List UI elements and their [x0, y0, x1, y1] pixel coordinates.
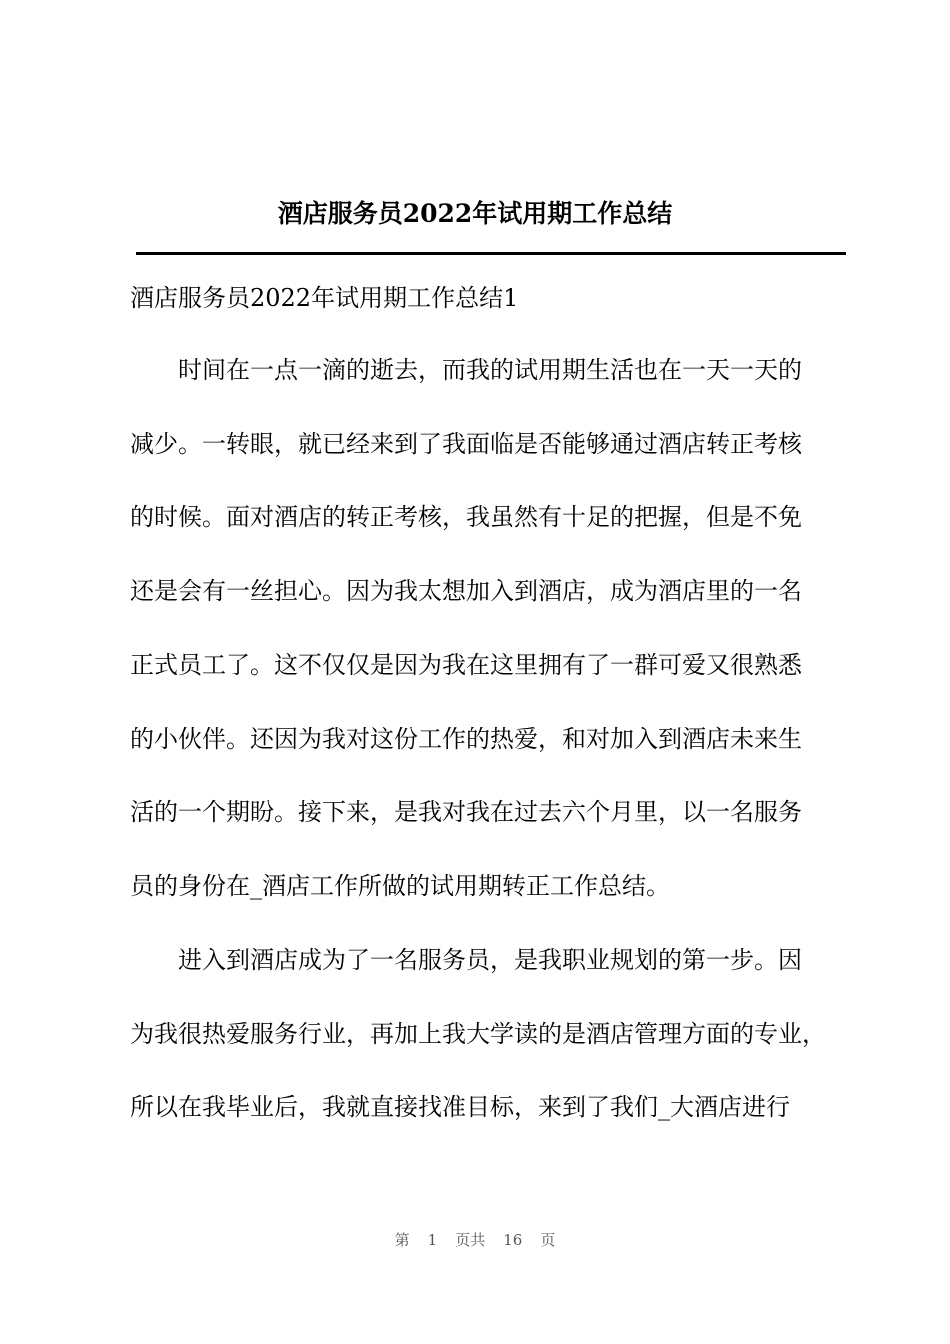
paragraph-1-line-2: 减少。一转眼，就已经来到了我面临是否能够通过酒店转正考核 — [130, 430, 802, 458]
paragraph-1-line-1: 时间在一点一滴的逝去，而我的试用期生活也在一天一天的 — [178, 356, 802, 384]
footer-middle: 页共 — [455, 1231, 486, 1249]
paragraph-1-line-7: 活的一个期盼。接下来，是我对我在过去六个月里，以一名服务 — [130, 798, 802, 826]
paragraph-1-line-4: 还是会有一丝担心。因为我太想加入到酒店，成为酒店里的一名 — [130, 577, 802, 605]
paragraph-2-line-3: 所以在我毕业后，我就直接找准目标，来到了我们_大酒店进行 — [130, 1093, 790, 1121]
footer-page-number: 1 — [427, 1231, 438, 1249]
footer-prefix: 第 — [394, 1231, 410, 1249]
section-heading: 酒店服务员2022年试用期工作总结1 — [130, 284, 519, 312]
paragraph-2-line-2: 为我很热爱服务行业，再加上我大学读的是酒店管理方面的专业， — [130, 1020, 826, 1048]
page-footer — [0, 1229, 950, 1250]
paragraph-1-line-3: 的时候。面对酒店的转正考核，我虽然有十足的把握，但是不免 — [130, 503, 802, 531]
document-title: 酒店服务员2022年试用期工作总结 — [277, 199, 673, 228]
title-underline — [136, 252, 846, 255]
footer-suffix: 页 — [540, 1231, 556, 1249]
paragraph-1-line-6: 的小伙伴。还因为我对这份工作的热爱，和对加入到酒店未来生 — [130, 725, 802, 753]
footer-total-pages: 16 — [503, 1231, 523, 1249]
paragraph-2-line-1: 进入到酒店成为了一名服务员，是我职业规划的第一步。因 — [178, 946, 802, 974]
paragraph-1-line-5: 正式员工了。这不仅仅是因为我在这里拥有了一群可爱又很熟悉 — [130, 651, 802, 679]
paragraph-1-line-8: 员的身份在_酒店工作所做的试用期转正工作总结。 — [130, 872, 670, 900]
